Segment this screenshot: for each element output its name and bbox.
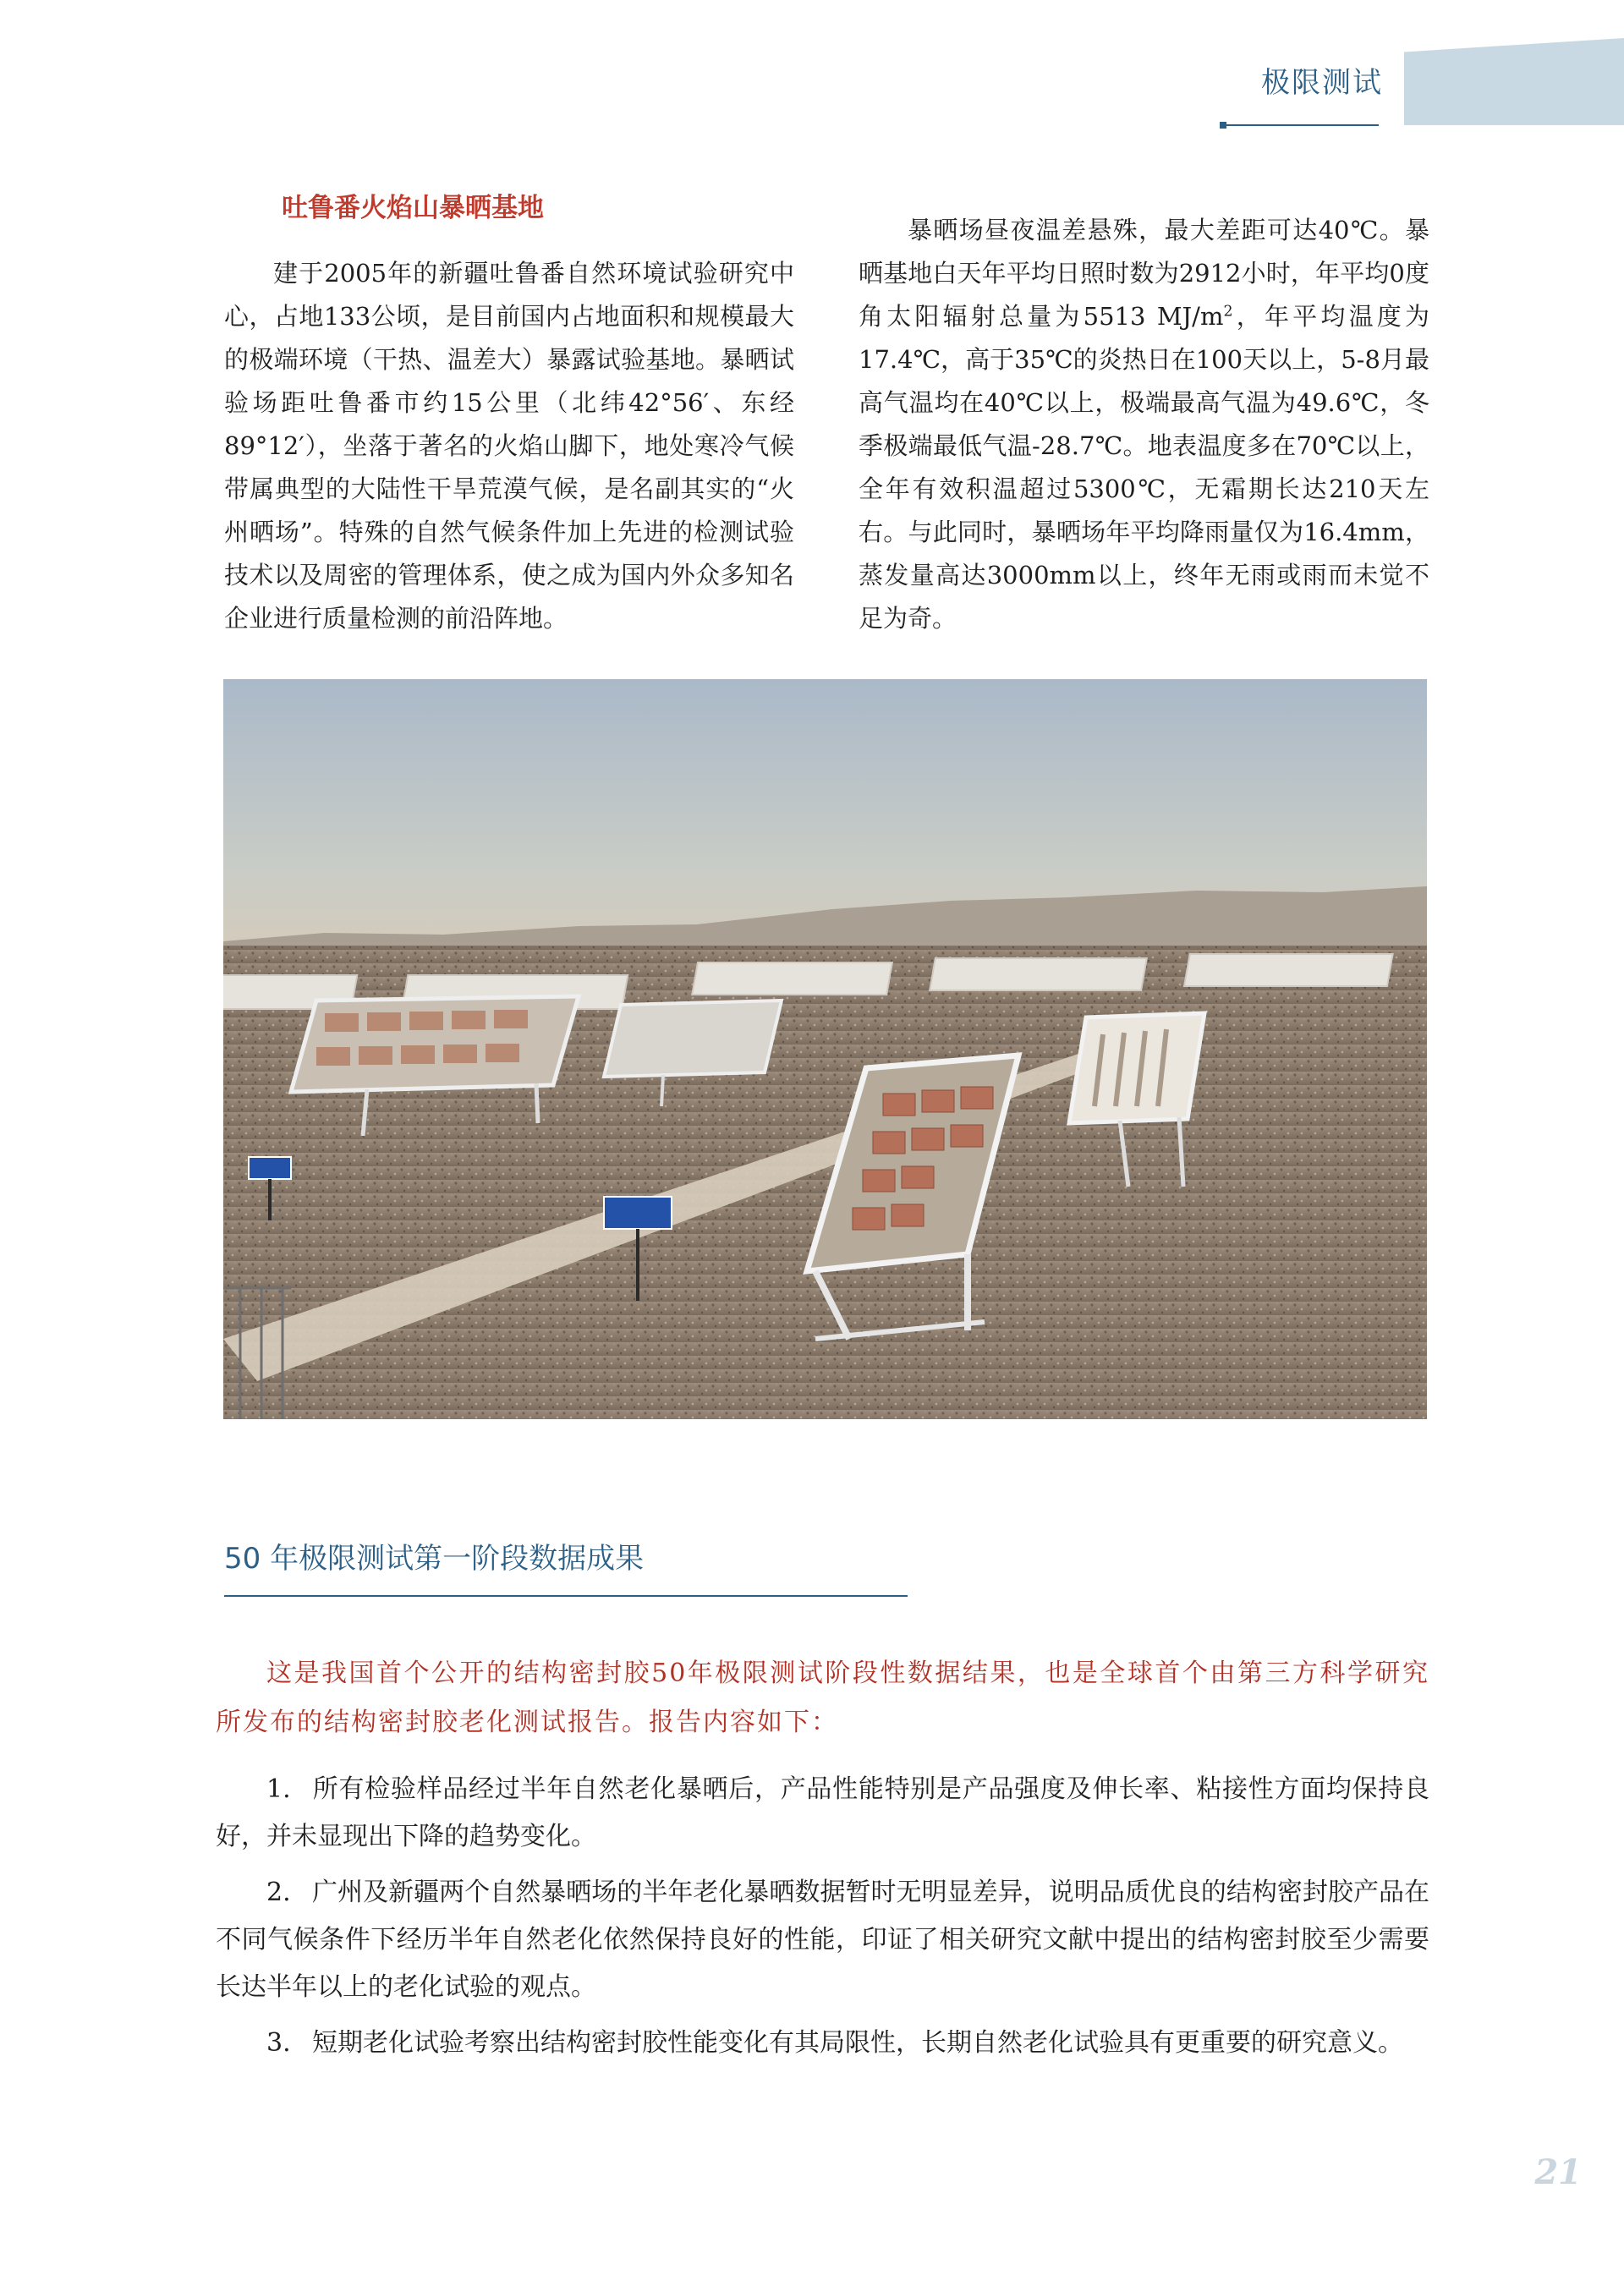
climate-text-b: ，年平均温度为17.4℃，高于35℃的炎热日在100天以上，5-8月最高气温均在40℃以上，极端最高气温为49.6℃，冬季极端最低气温-28.7℃。地表温度多在70℃以上，全年有效积温超过5300℃，无霜期长达210天左右。与此同时，暴晒场年平均降雨量仅为16.4mm，蒸发量高达3000mm以上，终年无雨或雨而未觉不足为奇。 <box>859 302 1429 633</box>
climate-text-a: 暴晒场昼夜温差悬殊，最大差距可达40℃。暴晒基地白天年平均日照时数为2912小时，年平均0度角太阳辐射总量为5513 MJ/m <box>859 216 1429 331</box>
finding-text: 所有检验样品经过半年自然老化暴晒后，产品性能特别是产品强度及伸长率、粘接性方面均保持良好，并未显现出下降的趋势变化。 <box>216 1774 1429 1851</box>
header-accent-band <box>1404 38 1624 125</box>
results-title: 50 年极限测试第一阶段数据成果 <box>224 1542 645 1576</box>
results-intro: 这是我国首个公开的结构密封胶50年极限测试阶段性数据结果，也是全球首个由第三方科学研究所发布的结构密封胶老化测试报告。报告内容如下： <box>216 1659 1429 1737</box>
site-heading: 吐鲁番火焰山暴晒基地 <box>282 193 544 223</box>
header-rule <box>1220 124 1379 126</box>
finding-number: 3. <box>266 2028 291 2058</box>
finding-text: 广州及新疆两个自然暴晒场的半年老化暴晒数据暂时无明显差异，说明品质优良的结构密封胶产品在不同气候条件下经历半年自然老化依然保持良好的性能，印证了相关研究文献中提出的结构密封胶至少需要长达半年以上的老化试验的观点。 <box>216 1878 1429 2002</box>
finding-number: 1. <box>266 1774 291 1804</box>
page-number: 21 <box>1534 2152 1582 2192</box>
section-header: 极限测试 <box>1261 66 1383 100</box>
results-title-rule <box>224 1595 908 1597</box>
finding-item <box>216 2020 1429 2067</box>
finding-item <box>216 1869 1429 2011</box>
finding-item <box>216 1766 1429 1861</box>
finding-number: 2. <box>266 1878 291 1907</box>
finding-text: 短期老化试验考察出结构密封胶性能变化有其局限性，长期自然老化试验具有更重要的研究意义。 <box>312 2028 1403 2058</box>
climate-description <box>859 209 1429 640</box>
header-rule-dot <box>1220 122 1226 129</box>
exposure-field-photo <box>223 679 1427 1419</box>
site-description: 建于2005年的新疆吐鲁番自然环境试验研究中心，占地133公顷，是目前国内占地面积和规模最大的极端环境（干热、温差大）暴露试验基地。暴晒试验场距吐鲁番市约15公里（北纬42°56′、东经89°12′），坐落于著名的火焰山脚下，地处寒冷气候带属典型的大陆性干旱荒漠气候，是名副其实的“火州晒场”。特殊的自然气候条件加上先进的检测试验技术以及周密的管理体系，使之成为国内外众多知名企业进行质量检测的前沿阵地。 <box>224 259 794 633</box>
unit-superscript: 2 <box>1223 303 1233 321</box>
findings-list <box>216 1766 1429 2075</box>
